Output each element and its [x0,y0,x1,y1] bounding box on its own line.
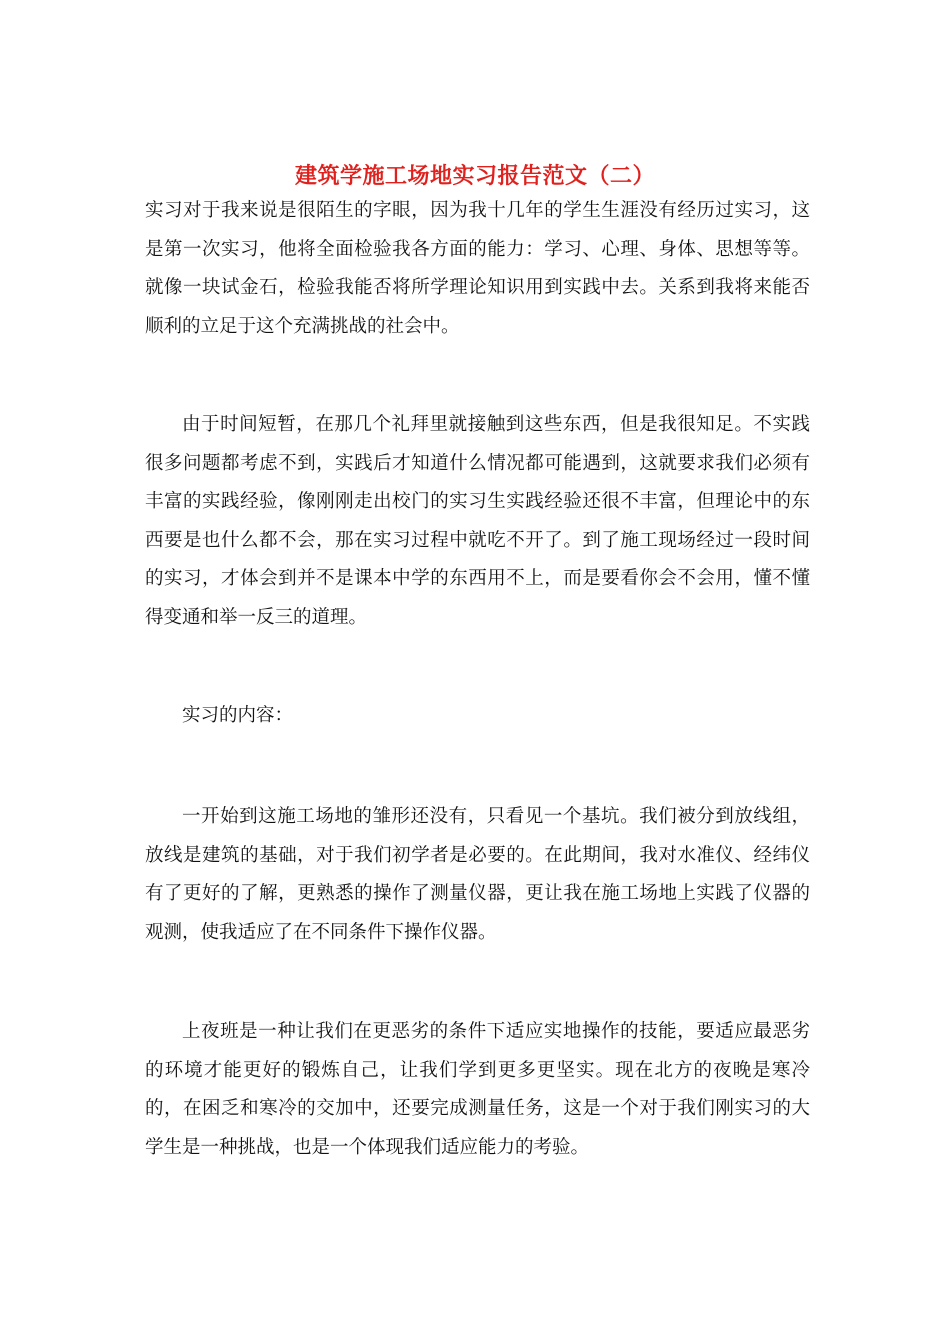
paragraph-surveying-group: 一开始到这施工场地的雏形还没有，只看见一个基坑。我们被分到放线组，放线是建筑的基础，对于我们初学者是必要的。在此期间，我对水准仪、经纬仪有了更好的了解，更熟悉的操作了测量仪器，更让我在施工场地上实践了仪器的观测，使我适应了在不同条件下操作仪器。 [145,806,810,943]
paragraph-reflection: 由于时间短暂，在那几个礼拜里就接触到这些东西，但是我很知足。不实践很多问题都考虑不到，实践后才知道什么情况都可能遇到，这就要求我们必须有丰富的实践经验，像刚刚走出校门的实习生实践经验还很不丰富，但理论中的东西要是也什么都不会，那在实习过程中就吃不开了。到了施工现场经过一段时间的实习，才体会到并不是课本中学的东西用不上，而是要看你会不会用，懂不懂得变通和举一反三的道理。 [145,414,810,628]
paragraph-intro: 实习对于我来说是很陌生的字眼，因为我十几年的学生生涯没有经历过实习，这是第一次实习，他将全面检验我各方面的能力：学习、心理、身体、思想等等。就像一块试金石，检验我能否将所学理论知识用到实践中去。关系到我将来能否顺利的立足于这个充满挑战的社会中。 [145,200,810,337]
paragraph-content-heading: 实习的内容： [182,705,294,726]
paragraph-night-shift: 上夜班是一种让我们在更恶劣的条件下适应实地操作的技能，要适应最恶劣的环境才能更好的锻炼自己，让我们学到更多更坚实。现在北方的夜晚是寒冷的，在困乏和寒冷的交加中，还要完成测量任务，这是一个对于我们刚实习的大学生是一种挑战，也是一个体现我们适应能力的考验。 [145,1021,810,1158]
document-title: 建筑学施工场地实习报告范文（二） [294,162,655,189]
